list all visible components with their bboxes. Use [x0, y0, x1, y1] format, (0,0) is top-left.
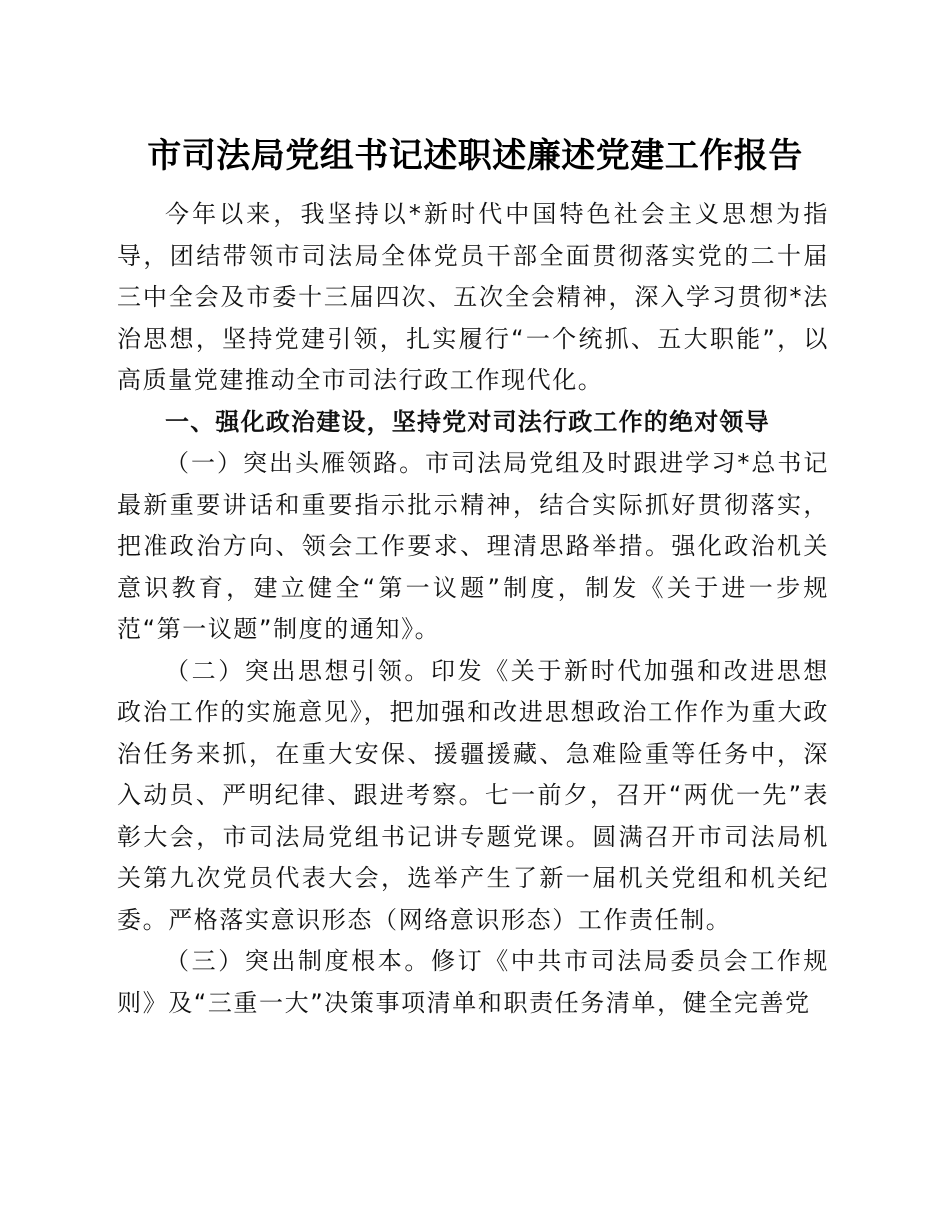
- document-body: [117, 194, 829, 1024]
- section-heading-1: 一、强化政治建设，坚持党对司法行政工作的绝对领导: [165, 407, 770, 436]
- paragraph-1-2: （二）突出思想引领。印发《关于新时代加强和改进思想政治工作的实施意见》，把加强和改进思想政治工作作为重大政治任务来抓，在重大安保、援疆援藏、急难险重等任务中，深入动员、严明纪律、跟进考察。七一前夕，召开“两优一先”表彰大会，市司法局党组书记讲专题党课。圆满召开市司法局机关第九次党员代表大会，选举产生了新一届机关党组和机关纪委。严格落实意识形态（网络意识形态）工作责任制。: [117, 656, 829, 934]
- paragraph-1-3: （三）突出制度根本。修订《中共市司法局委员会工作规则》及“三重一大”决策事项清单和职责任务清单，健全完善党: [117, 947, 829, 1017]
- paragraph-1-1: （一）突出头雁领路。市司法局党组及时跟进学习*总书记最新重要讲话和重要指示批示精神，结合实际抓好贯彻落实，把准政治方向、领会工作要求、理清思路举措。强化政治机关意识教育，建立健全“第一议题”制度，制发《关于进一步规范“第一议题”制度的通知》。: [117, 449, 829, 643]
- document-title: 市司法局党组书记述职述廉述党建工作报告: [147, 136, 803, 176]
- intro-paragraph: 今年以来，我坚持以*新时代中国特色社会主义思想为指导，团结带领市司法局全体党员干部全面贯彻落实党的二十届三中全会及市委十三届四次、五次全会精神，深入学习贯彻*法治思想，坚持党建引领，扎实履行“一个统抓、五大职能”，以高质量党建推动全市司法行政工作现代化。: [117, 200, 829, 394]
